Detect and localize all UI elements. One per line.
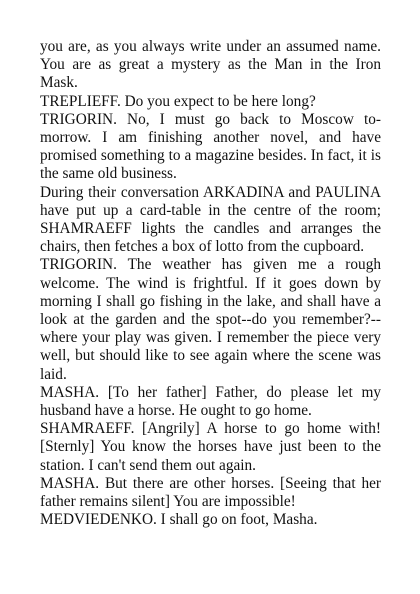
paragraph-medviedenko-line: MEDVIEDENKO. I shall go on foot, Masha. bbox=[40, 511, 318, 529]
paragraph-masha-line-2: MASHA. But there are other horses. [Seeing that her father remains silent] You are impossible! bbox=[40, 474, 381, 511]
paragraph-shamraeff-line: SHAMRAEFF. [Angrily] A horse to go home with! [Sternly] You know the horses have just been to the station. I can't send them out again. bbox=[40, 420, 381, 474]
paragraph-stage-direction: During their conversation ARKADINA and PAULINA have put up a card-table in the centre of the room; SHAMRAEFF lights the candles and arranges the chairs, then fetches a box of lotto from the cupboard. bbox=[40, 183, 381, 256]
document-page bbox=[40, 38, 381, 529]
paragraph-masha-line-1: MASHA. [To her father] Father, do please let my husband have a horse. He ought to go home. bbox=[40, 383, 381, 420]
paragraph-continuation: you are, as you always write under an assumed name. You are as great a mystery as the Man in the Iron Mask. bbox=[40, 38, 381, 92]
paragraph-trigorin-line-1: TRIGORIN. No, I must go back to Moscow to-morrow. I am finishing another novel, and have promised something to a magazine besides. In fact, it is the same old business. bbox=[40, 110, 381, 183]
paragraph-trigorin-line-2: TRIGORIN. The weather has given me a rough welcome. The wind is frightful. If it goes down by morning I shall go fishing in the lake, and shall have a look at the garden and the spot--do you remember?--where your play was given. I remember the piece very well, but should like to see again where the scene was laid. bbox=[40, 256, 381, 383]
paragraph-trepileff-line: TREPLIEFF. Do you expect to be here long? bbox=[40, 92, 316, 110]
